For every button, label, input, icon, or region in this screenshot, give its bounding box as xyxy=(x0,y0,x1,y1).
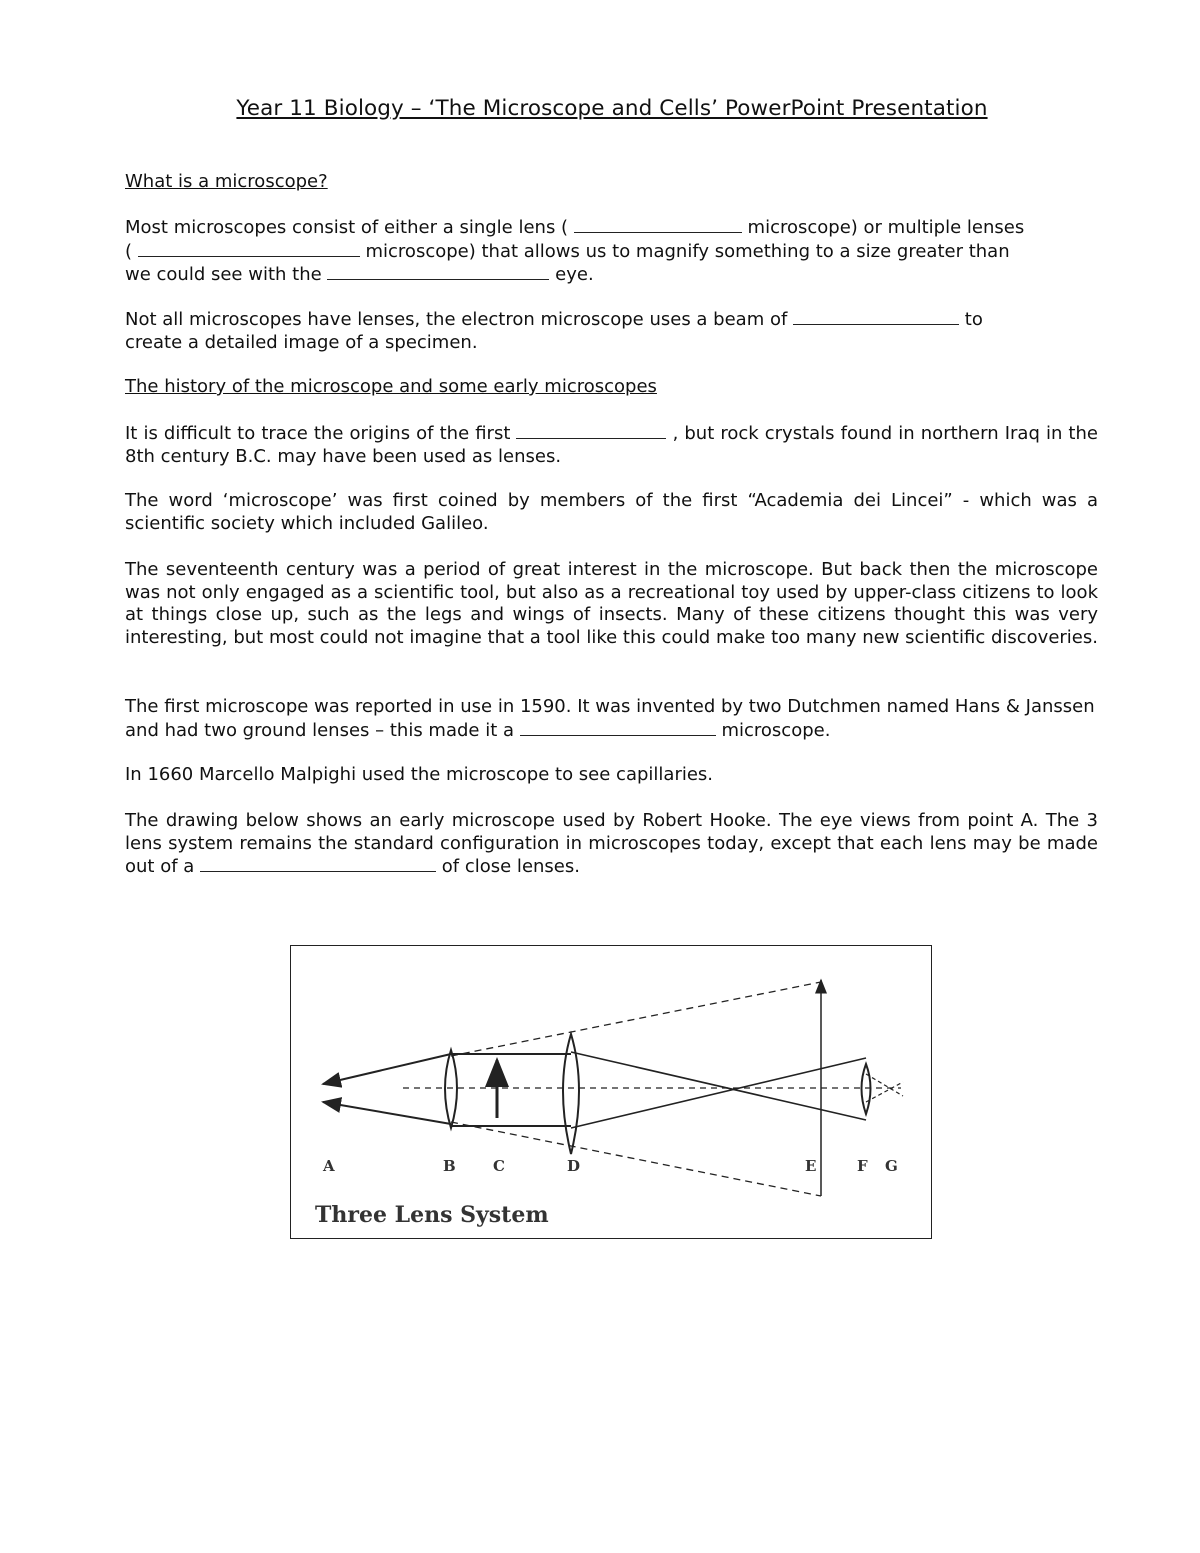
fill-blank-multiple-lens[interactable] xyxy=(138,240,360,257)
fill-blank-beam[interactable] xyxy=(793,308,959,325)
text: eye. xyxy=(555,264,594,286)
heading-history: The history of the microscope and some early microscopes xyxy=(125,376,657,397)
section-heading-history xyxy=(125,376,1098,399)
paragraph-malpighi: In 1660 Marcello Malpighi used the microscope to see capillaries. xyxy=(125,764,714,785)
text: microscope) or multiple lenses xyxy=(747,217,1025,238)
fill-blank-single-lens[interactable] xyxy=(574,216,742,233)
text: microscope) that allows us to magnify something to a size greater than xyxy=(365,240,1010,262)
label-c: C xyxy=(493,1157,505,1175)
paragraph-seventeenth-century: The seventeenth century was a period of great interest in the microscope. But back then the microscope was not only engaged as a scientific tool, but also as a recreational toy used by upper-class citizens to look at things close up, such as the legs and wings of insects. Many of these citizens thought this was very interesting, but most could not imagine that a tool like this could make too many new scientific discoveries. xyxy=(125,559,1098,649)
text: Not all microscopes have lenses, the electron microscope uses a beam of xyxy=(125,309,788,330)
paragraph-word-origin: The word ‘microscope’ was first coined by members of the first “Academia dei Lincei” - which was a scientific society which included Galileo. xyxy=(125,490,1098,534)
label-f: F xyxy=(857,1157,868,1175)
paragraph-electron xyxy=(125,308,1098,354)
label-g: G xyxy=(885,1157,898,1175)
text: ( xyxy=(125,240,133,262)
virtual-ray-bottom xyxy=(451,1122,821,1196)
ray-to-eye-bottom xyxy=(323,1102,451,1124)
section-heading-what-is xyxy=(125,171,1098,194)
figure-caption: Three Lens System xyxy=(315,1202,549,1228)
label-b: B xyxy=(443,1157,456,1175)
fill-blank-eye[interactable] xyxy=(327,263,549,280)
label-d: D xyxy=(567,1157,581,1175)
text: we could see with the xyxy=(125,264,322,286)
lens-f xyxy=(862,1064,871,1114)
lens-b xyxy=(445,1050,457,1128)
text: of close lenses. xyxy=(441,856,580,878)
text: The first microscope was reported in use in 1590. It was invented by two Dutchmen named Hans & Janssen and had two ground lenses – this made it a xyxy=(125,696,1095,741)
fill-blank-group[interactable] xyxy=(200,855,436,872)
paragraph-first-microscope xyxy=(125,696,1098,742)
virtual-ray-top xyxy=(451,982,821,1056)
text: The drawing below shows an early microscope used by Robert Hooke. The eye views from point A. The 3 lens system remains the standard configuration in microscopes today, except that each lens may be made out of a xyxy=(125,810,1098,878)
heading-what-is: What is a microscope? xyxy=(125,171,328,192)
page-title: Year 11 Biology – ‘The Microscope and Cells’ PowerPoint Presentation xyxy=(236,96,988,121)
lens-ray-diagram xyxy=(291,946,932,1239)
fill-blank-compound[interactable] xyxy=(520,719,716,736)
text: Most microscopes consist of either a single lens ( xyxy=(125,217,569,238)
ray-to-eye-top xyxy=(323,1054,451,1084)
fill-blank-origins[interactable] xyxy=(516,422,666,439)
text: It is difficult to trace the origins of the first xyxy=(125,423,511,444)
text: create a detailed image of a specimen. xyxy=(125,331,478,353)
text: to xyxy=(964,309,983,330)
three-lens-diagram xyxy=(290,945,932,1239)
label-e: E xyxy=(805,1157,817,1175)
text: , but rock crystals found in northern Iraq in the 8th century B.C. may have been used as lenses. xyxy=(125,423,1098,467)
paragraph-origins xyxy=(125,422,1098,468)
text: microscope. xyxy=(721,719,831,741)
label-a: A xyxy=(323,1157,335,1175)
paragraph-hooke xyxy=(125,810,1098,879)
paragraph-lenses xyxy=(125,216,1098,287)
